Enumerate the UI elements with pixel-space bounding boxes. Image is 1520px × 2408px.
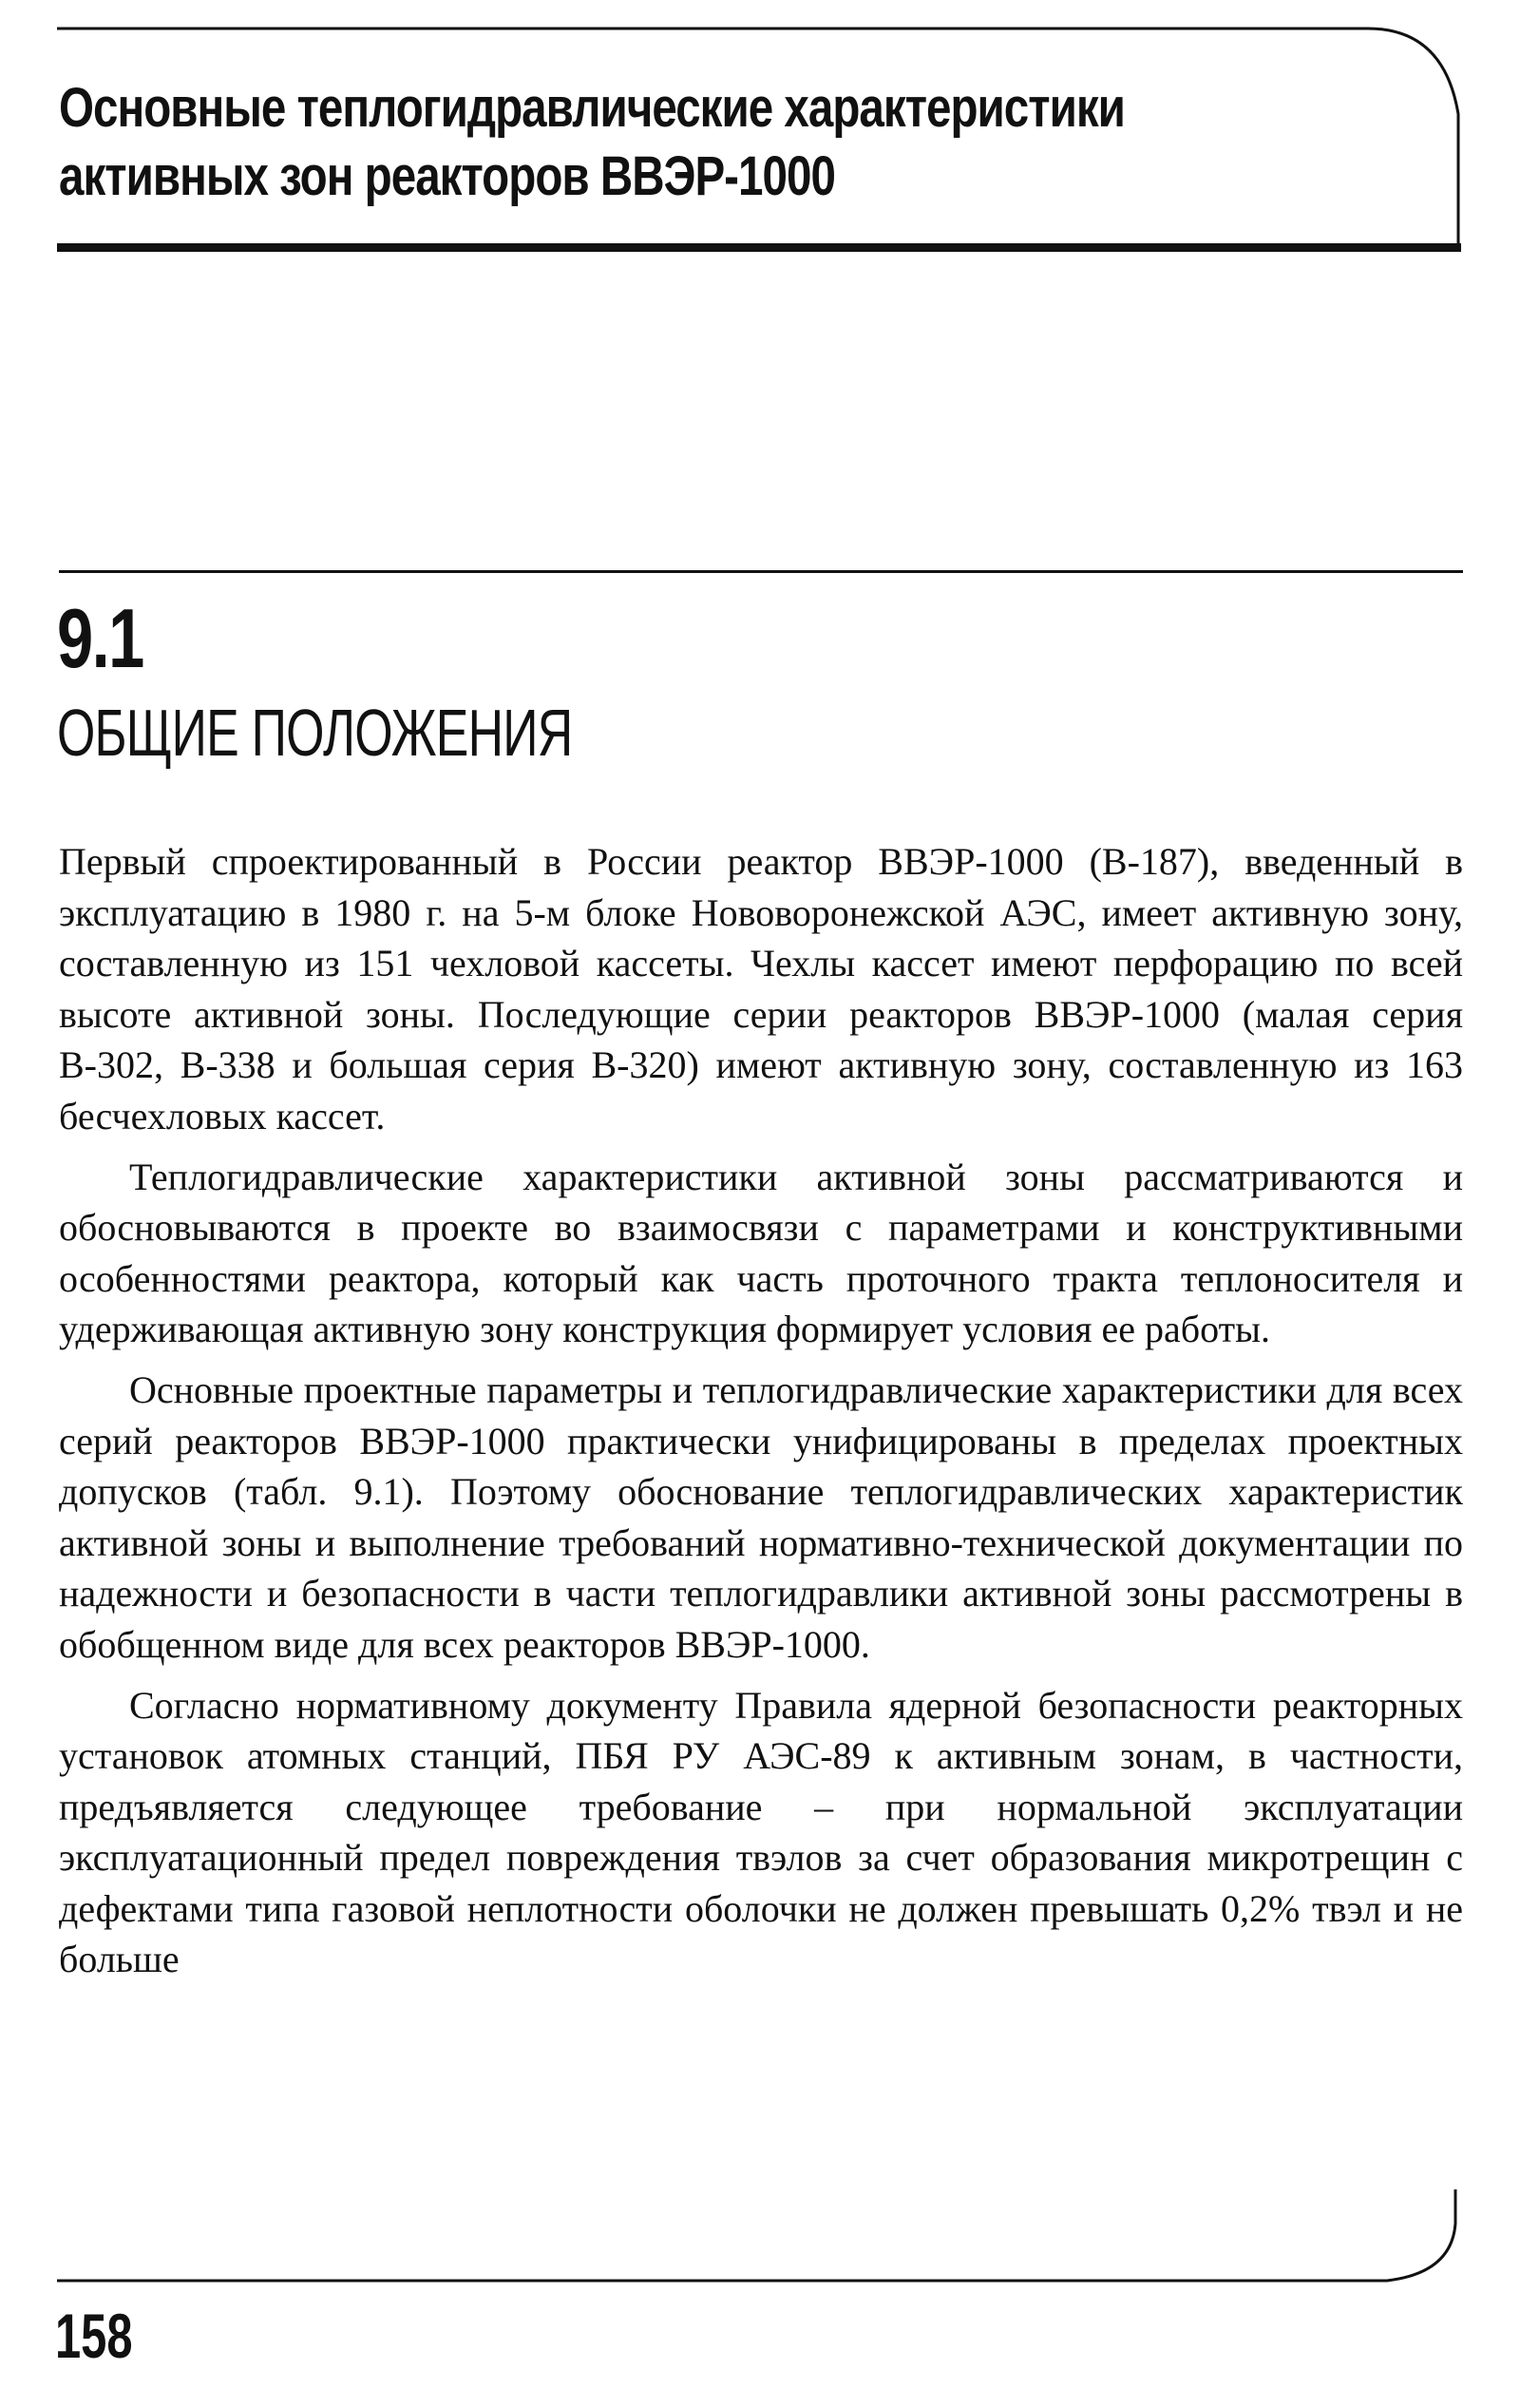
section-divider (59, 570, 1463, 573)
chapter-title-line-2: активных зон реакторов ВВЭР-1000 (59, 145, 835, 207)
paragraph-4: Согласно нормативному документу Правила ядерной безопасности реакторных установок атомных станций, ПБЯ РУ АЭС-89 к активным зонам, в частности, предъявляется следующее требование – при нормальной эксплуатации эксплуатационный предел повреждения твэлов за счет образования микротрещин с дефектами типа газовой неплотности оболочки не должен превышать 0,2% твэл и не больше (59, 1683, 1463, 1981)
paragraph-2: Теплогидравлические характеристики активной зоны рассматриваются и обосновываются в проекте во взаимосвязи с параметрами и конструктивными особенностями реактора, который как часть проточного тракта теплоносителя и удерживающая активную зону конструкция формирует условия ее работы. (59, 1155, 1463, 1351)
paragraph-1: Первый спроектированный в России реактор ВВЭР-1000 (В-187), введенный в эксплуатацию в 1980 г. на 5-м блоке Нововоронежской АЭС, имеет активную зону, составленную из 151 чехловой кассеты. Чехлы кассет имеют перфорацию по всей высоте активной зоны. Последующие серии реакторов ВВЭР-1000 (малая серия В-302, В-338 и большая серия В-320) имеют активную зону, составленную из 163 бесчехловых кассет. (59, 840, 1463, 1137)
page-number: 158 (55, 2301, 133, 2371)
section-number: 9.1 (57, 591, 143, 685)
section-title: ОБЩИЕ ПОЛОЖЕНИЯ (57, 696, 573, 770)
footer-frame (0, 2186, 1520, 2300)
chapter-title (59, 74, 1134, 211)
chapter-title-line-1: Основные теплогидравлические характеристики (59, 77, 1125, 139)
paragraph-3: Основные проектные параметры и теплогидравлические характеристики для всех серий реакторов ВВЭР-1000 практически унифицированы в пределах проектных допусков (табл. 9.1). Поэтому обоснование теплогидравлических характеристик активной зоны и выполнение требований нормативно-технической документации по надежности и безопасности в части теплогидравлики активной зоны рассмотрены в обобщенном виде для всех реакторов ВВЭР-1000. (59, 1367, 1463, 1666)
body-text (59, 836, 1463, 1995)
footer-frame-lines (0, 2186, 1520, 2300)
